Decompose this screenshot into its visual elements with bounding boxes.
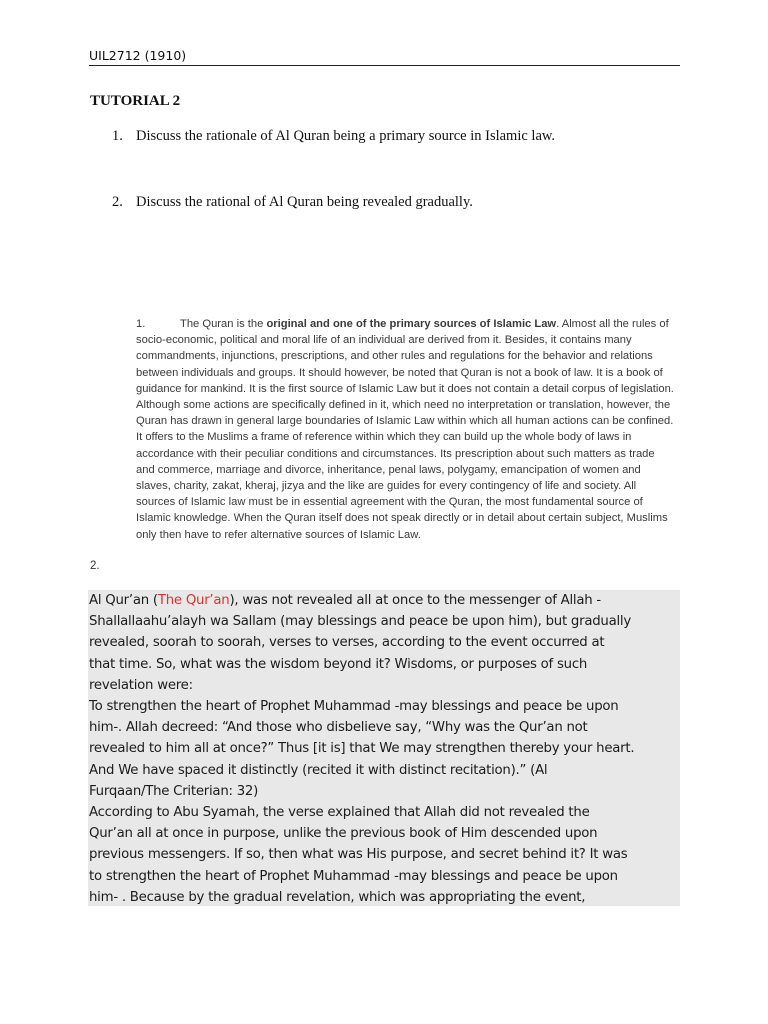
answer-2-line-post: ), was not revealed all at once to the messenger of Allah - — [229, 593, 601, 608]
answer-2-line: to strengthen the heart of Prophet Muhammad -may blessings and peace be upon — [89, 868, 618, 884]
question-number: 2. — [112, 194, 123, 210]
answer-2-line: revelation were: — [89, 677, 193, 693]
answer-2-number: 2. — [90, 560, 100, 572]
question-1 — [112, 128, 672, 145]
answer-2-line: previous messengers. If so, then what was His purpose, and secret behind it? It was — [89, 847, 628, 863]
answer-1-number: 1. — [136, 318, 146, 330]
answer-2-line: that time. So, what was the wisdom beyond it? Wisdoms, or purposes of such — [89, 656, 588, 672]
answer-2-line: Furqaan/The Criterian: 32) — [89, 783, 259, 799]
question-text: Discuss the rationale of Al Quran being a primary source in Islamic law. — [136, 128, 556, 144]
answer-2-line: To strengthen the heart of Prophet Muhammad -may blessings and peace be upon — [89, 699, 619, 715]
answer-2-line: revealed to him all at once?” Thus [it is] that We may strengthen thereby your heart. — [89, 741, 635, 757]
question-text: Discuss the rational of Al Quran being revealed gradually. — [136, 194, 473, 210]
answer-2-line: him-. Allah decreed: “And those who disbelieve say, “Why was the Qur’an not — [89, 720, 588, 736]
answer-1-paragraph — [136, 316, 674, 543]
answer-2-line: Shallallaahu’alayh wa Sallam (may blessings and peace be upon him), but gradually — [89, 614, 631, 630]
answer-1-emphasis: original and one of the primary sources of Islamic Law — [266, 318, 557, 330]
answer-2-line: Qur’an all at once in purpose, unlike the previous book of Him descended upon — [89, 826, 598, 842]
quran-red-term: The Qur’an — [157, 593, 230, 608]
answer-2-line: And We have spaced it distinctly (recited it with distinct recitation).” (Al — [89, 762, 548, 778]
answer-2-line: revealed, soorah to soorah, verses to verses, according to the event occurred at — [89, 635, 605, 651]
answer-2-line-pre: Al Qur’an ( — [89, 593, 158, 608]
answer-2-line — [89, 590, 680, 611]
answer-2-highlighted-block — [88, 590, 680, 906]
question-2 — [112, 194, 672, 211]
answer-1-body: . Almost all the rules of socio-economic, political and moral life of an individual are derived from it. Besides, it contains many commandments, injunctions, prescriptions, and other rules and regulations for the behavior and relations between individuals and groups. It should however, be noted that Quran is not a book of law. It is a book of guidance for mankind. It is the first source of Islamic Law but it does not contain a detail corpus of legislation. Although some actions are specifically defined in it, which need no interpretation or translation, however, the Quran has drawn in general large boundaries of Islamic Law within which all human actions can be confined. It offers to the Muslims a frame of reference within which they can build up the whole body of laws in accordance with their peculiar conditions and circumstances. Its prescription about such matters as trade and commerce, marriage and divorce, inheritance, penal laws, polygamy, emancipation of women and slaves, charity, zakat, kheraj, jizya and the like are guides for every contingency of life and society. All sources of Islamic law must be in essential agreement with the Quran, the most fundamental source of Islamic knowledge. When the Quran itself does not speak directly or in detail about certain subject, Muslims only then have to refer alternative sources of Islamic Law. — [136, 318, 674, 541]
answer-1-intro: The Quran is the — [180, 318, 267, 330]
question-number: 1. — [112, 128, 123, 144]
course-code-header — [89, 48, 680, 66]
answer-2-line: him- . Because by the gradual revelation, which was appropriating the event, — [89, 889, 586, 905]
course-code: UIL2712 (1910) — [89, 48, 187, 63]
tutorial-title: TUTORIAL 2 — [90, 93, 181, 109]
answer-2-line: According to Abu Syamah, the verse explained that Allah did not revealed the — [89, 805, 590, 821]
